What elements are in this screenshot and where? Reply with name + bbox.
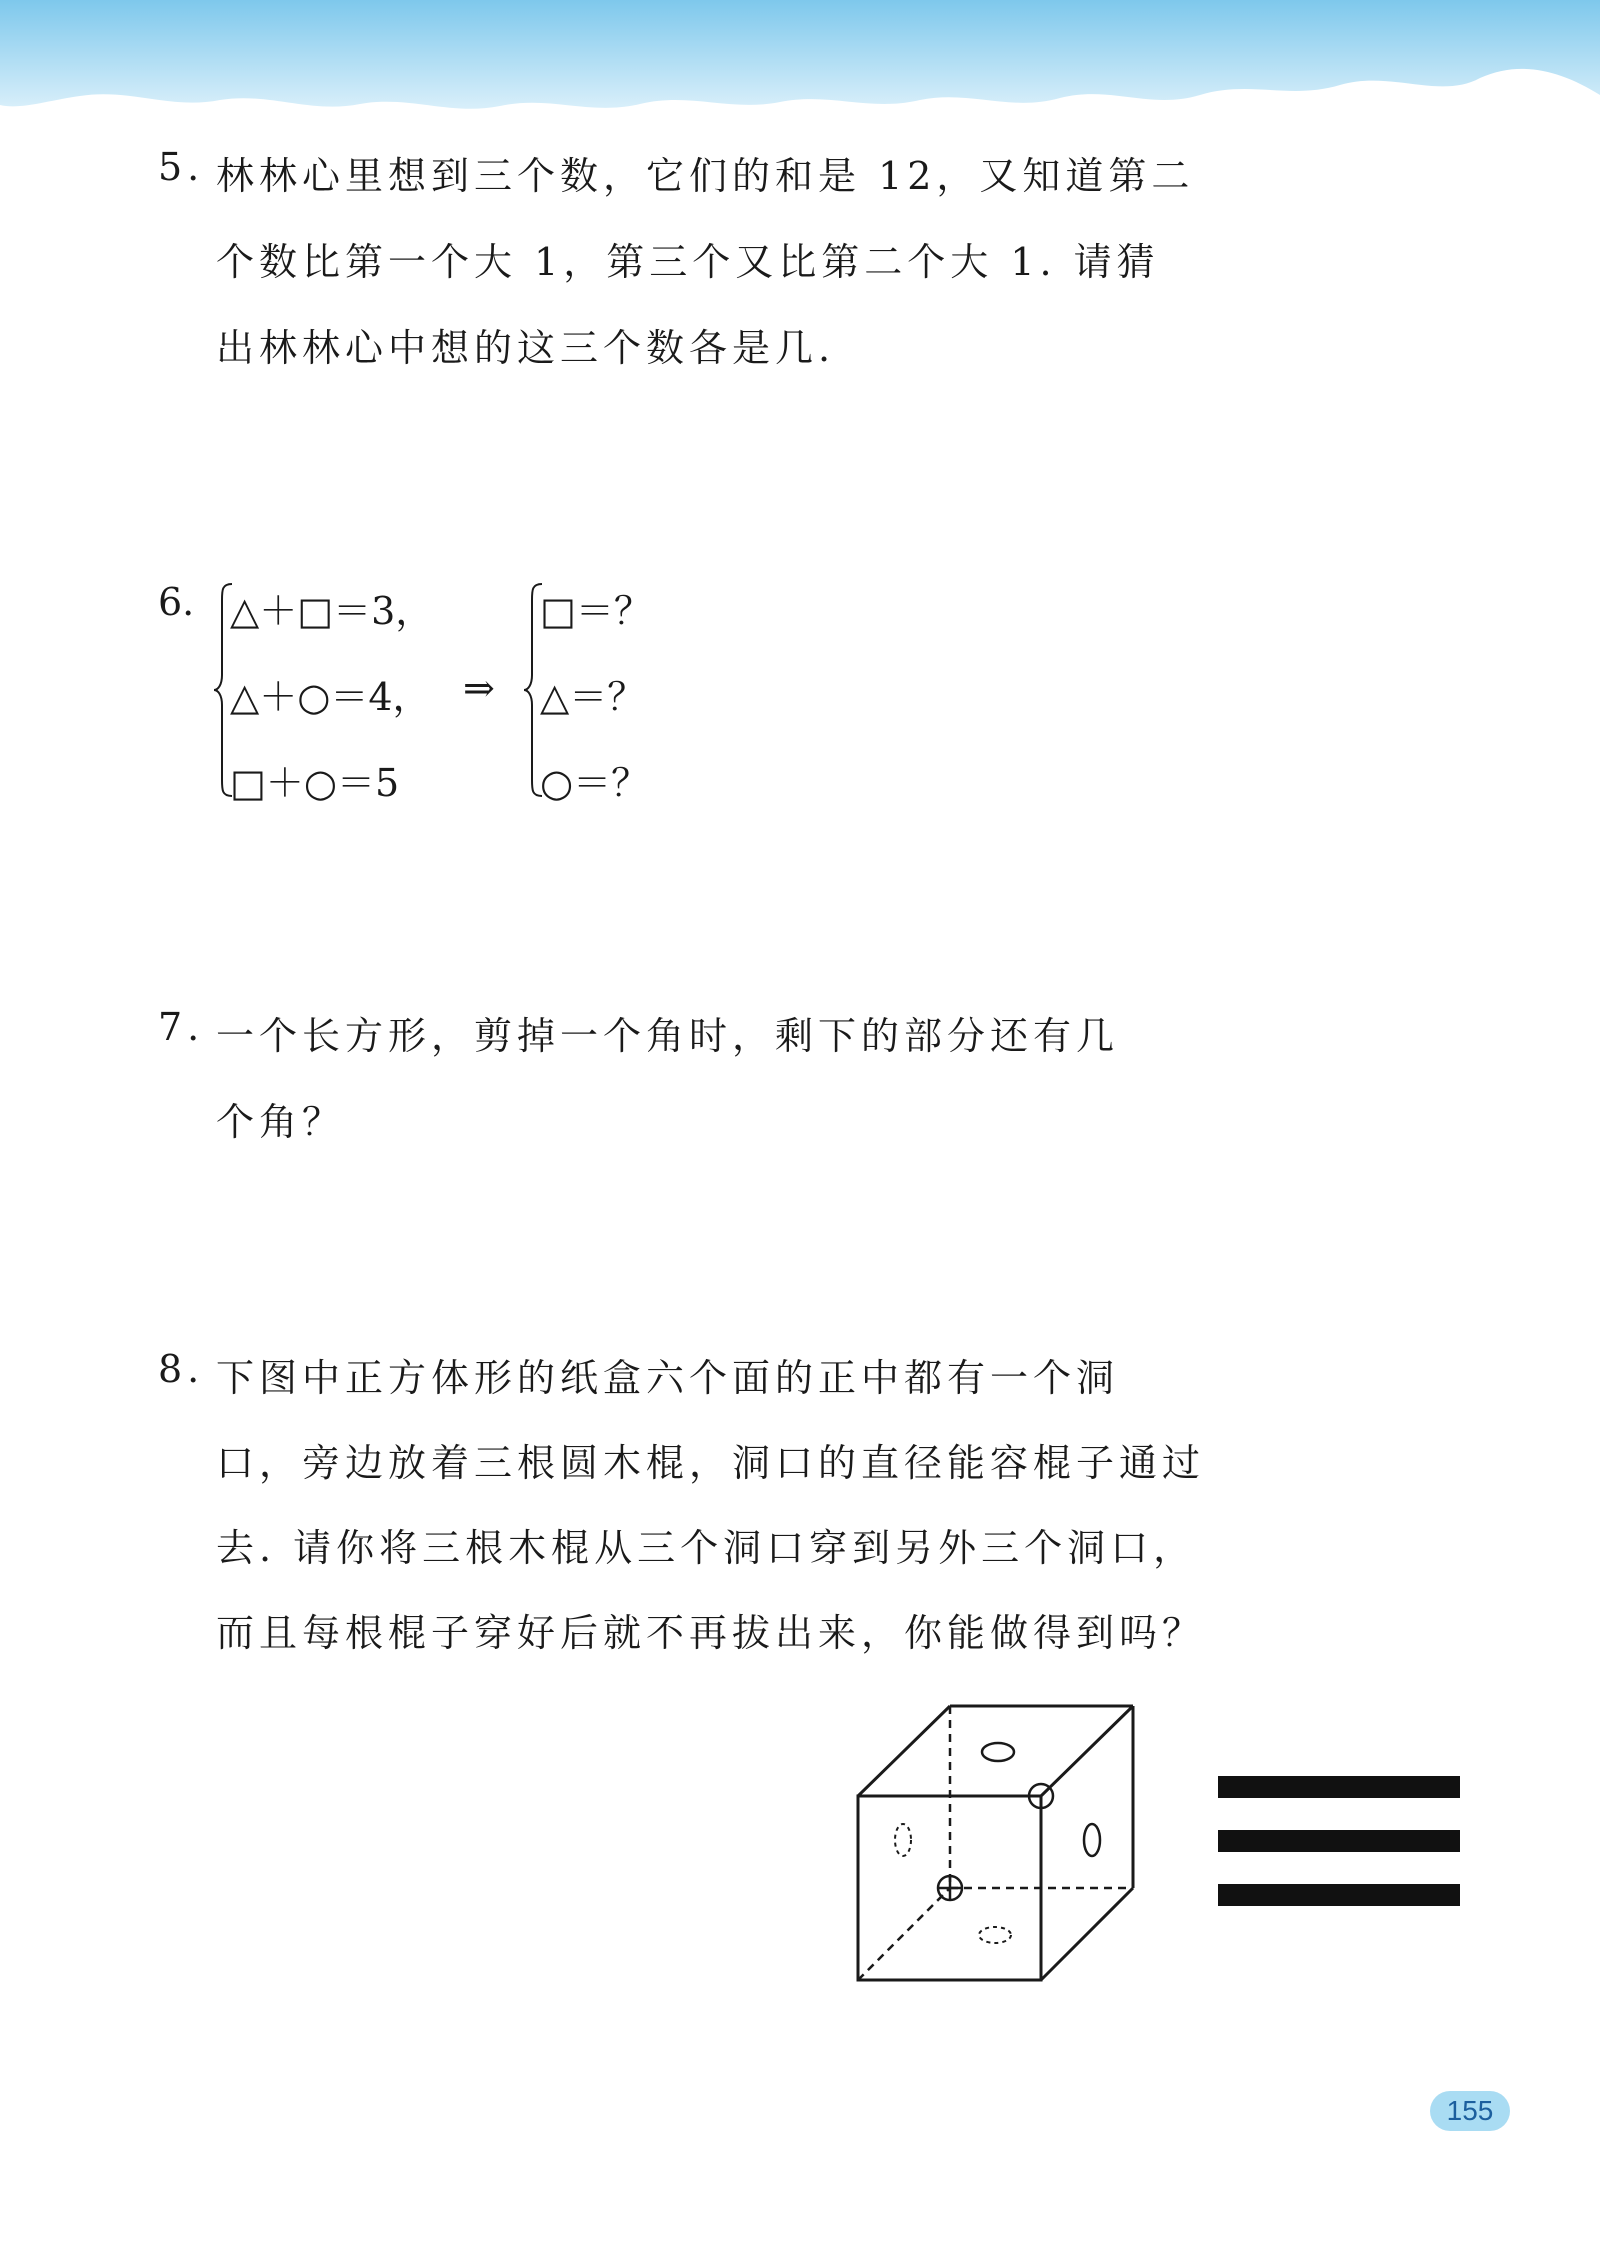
problem-text-line: 个角？ xyxy=(216,1100,346,1144)
problem-number: 7. xyxy=(158,1005,205,1049)
equation-left-3: □＋○＝5 xyxy=(230,761,400,805)
problem-text-line: 个数比第一个大 1，第三个又比第二个大 1. 请猜 xyxy=(216,240,1160,284)
problem-6 xyxy=(158,580,718,810)
sky-cloud-header xyxy=(0,0,1600,140)
cube-with-holes-figure xyxy=(850,1700,1140,1990)
problem-text-line: 口，旁边放着三根圆木棍，洞口的直径能容棍子通过 xyxy=(216,1441,1206,1485)
page-number-badge: 155 xyxy=(1430,2091,1510,2131)
equation-right-1: □＝？ xyxy=(540,589,652,633)
implies-arrow: ⇒ xyxy=(463,666,495,710)
equation-left-2: △＋○＝4， xyxy=(230,675,431,719)
problem-text-line: 一个长方形，剪掉一个角时，剩下的部分还有几 xyxy=(216,1014,1120,1058)
problem-number: 8. xyxy=(158,1347,205,1391)
problem-text-line: 林林心里想到三个数，它们的和是 12，又知道第二 xyxy=(216,154,1195,198)
problem-number: 6. xyxy=(158,580,195,624)
stick-3 xyxy=(1218,1884,1460,1906)
problem-text-line: 下图中正方体形的纸盒六个面的正中都有一个洞 xyxy=(216,1356,1120,1400)
three-sticks-figure xyxy=(1218,1770,1460,1910)
equation-right-3: ○＝？ xyxy=(540,761,650,805)
equation-right-2: △＝？ xyxy=(540,675,646,719)
problem-text-line: 出林林心中想的这三个数各是几. xyxy=(216,326,836,370)
problem-number: 5. xyxy=(158,145,205,189)
stick-1 xyxy=(1218,1776,1460,1798)
problem-text-line: 而且每根棍子穿好后就不再拔出来，你能做得到吗？ xyxy=(216,1611,1206,1655)
stick-2 xyxy=(1218,1830,1460,1852)
problem-text-line: 去. 请你将三根木棍从三个洞口穿到另外三个洞口， xyxy=(216,1526,1197,1570)
equation-left-1: △＋□＝3， xyxy=(230,589,434,633)
